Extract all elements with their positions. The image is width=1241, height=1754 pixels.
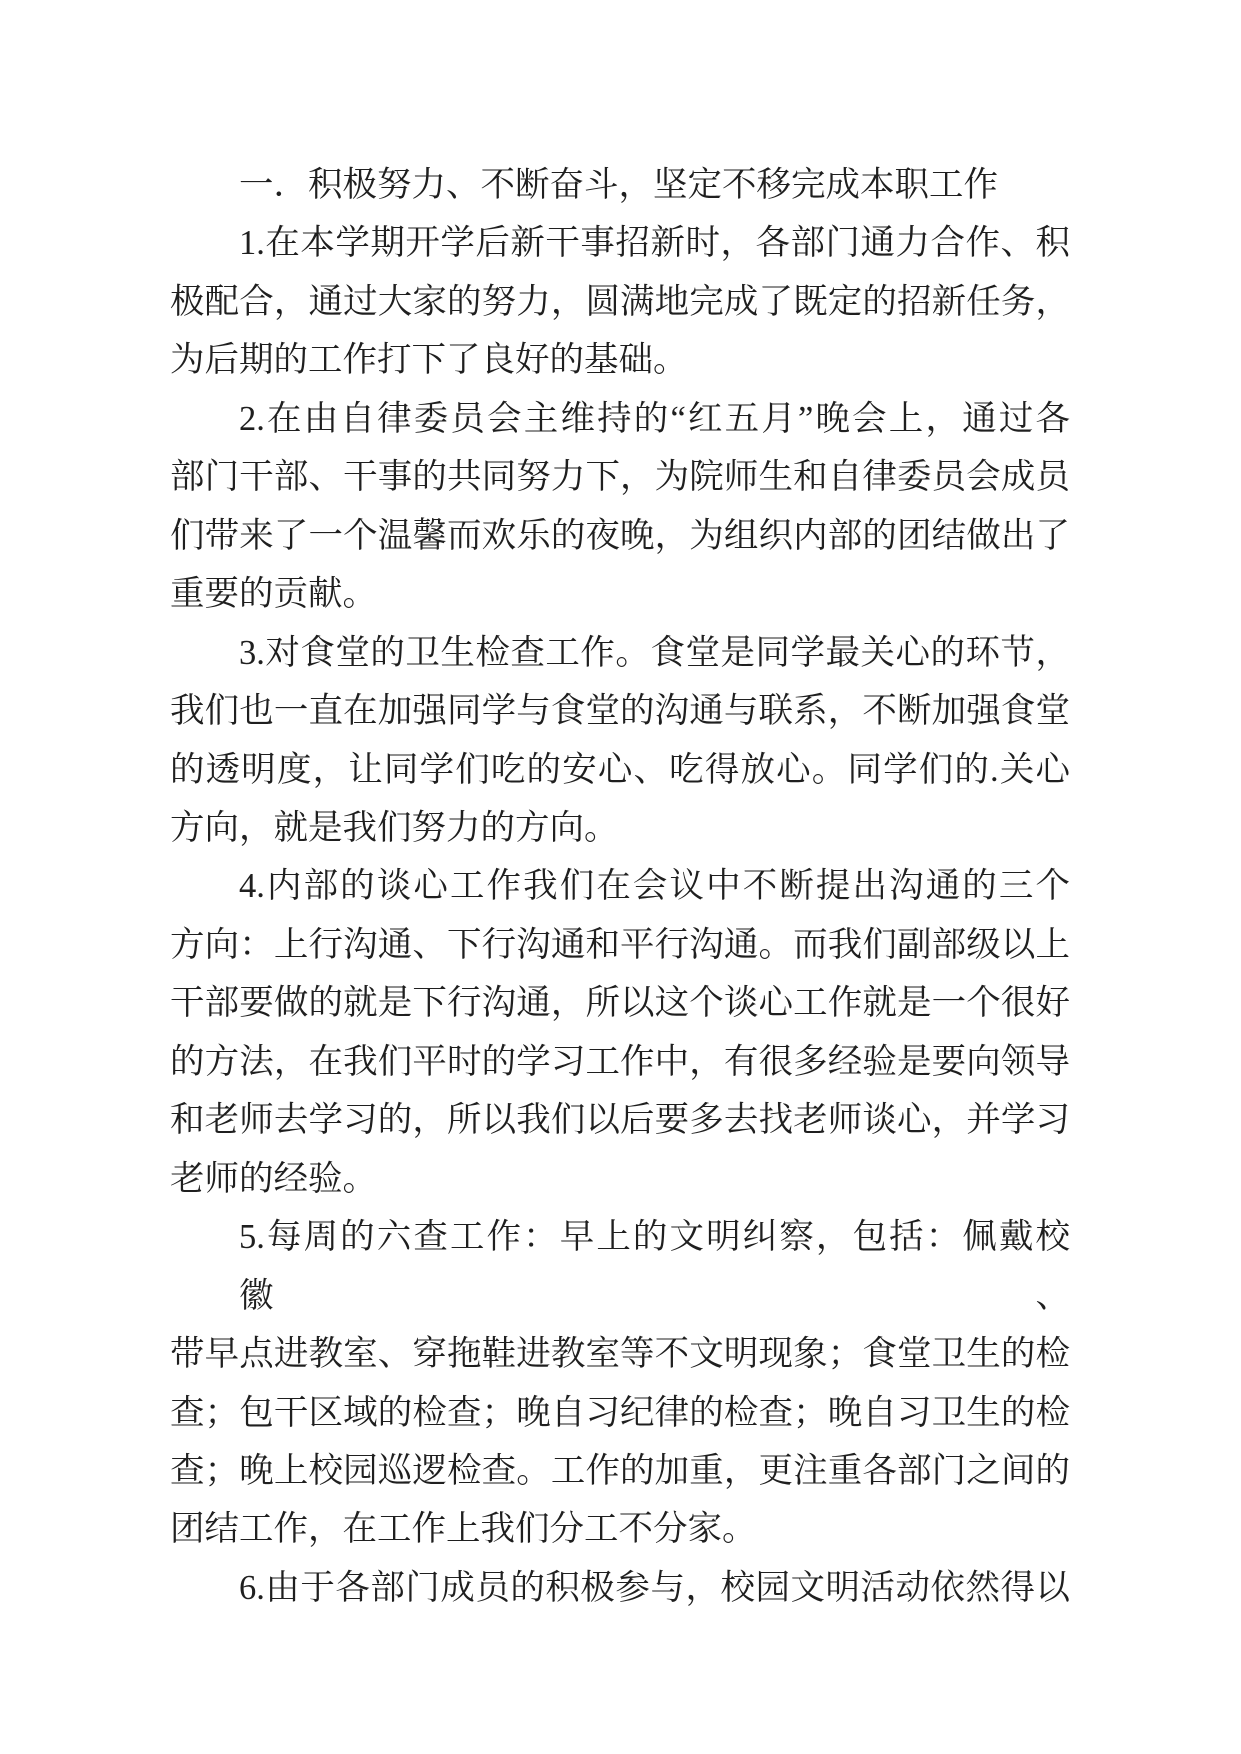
paragraph-3-line-4: 方向，就是我们努力的方向。 xyxy=(170,808,619,847)
paragraph-1-line-1: 1.在本学期开学后新干事招新时，各部门通力合作、积 xyxy=(239,224,1070,263)
paragraph-4-line-3: 干部要做的就是下行沟通，所以这个谈心工作就是一个很好 xyxy=(170,984,1070,1023)
paragraph-2-line-4: 重要的贡献。 xyxy=(170,575,377,614)
paragraph-5-line-4: 查；晚上校园巡逻检查。工作的加重，更注重各部门之间的 xyxy=(170,1451,1070,1490)
paragraph-5-line-2: 带早点进教室、穿拖鞋进教室等不文明现象；食堂卫生的检 xyxy=(170,1335,1070,1374)
paragraph-4-line-2: 方向：上行沟通、下行沟通和平行沟通。而我们副部级以上 xyxy=(170,925,1070,964)
paragraph-4-line-5: 和老师去学习的，所以我们以后要多去找老师谈心，并学习 xyxy=(170,1101,1070,1140)
paragraph-6-line-1: 6.由于各部门成员的积极参与，校园文明活动依然得以 xyxy=(239,1568,1070,1607)
paragraph-5-line-3: 查；包干区域的检查；晚自习纪律的检查；晚自习卫生的检 xyxy=(170,1393,1070,1432)
paragraph-2-line-3: 们带来了一个温馨而欢乐的夜晚，为组织内部的团结做出了 xyxy=(170,516,1070,555)
document-body xyxy=(170,156,1070,1617)
paragraph-1-line-2: 极配合，通过大家的努力，圆满地完成了既定的招新任务， xyxy=(170,282,1070,321)
section-heading: 一．积极努力、不断奋斗，坚定不移完成本职工作 xyxy=(239,166,998,204)
paragraph-1-line-3: 为后期的工作打下了良好的基础。 xyxy=(170,341,688,380)
paragraph-2-line-2: 部门干部、干事的共同努力下，为院师生和自律委员会成员 xyxy=(170,458,1070,497)
paragraph-2-line-1: 2.在由自律委员会主维持的“红五月”晚会上，通过各 xyxy=(239,399,1070,438)
paragraph-4-line-6: 老师的经验。 xyxy=(170,1159,377,1198)
paragraph-5-line-1: 5.每周的六查工作：早上的文明纠察，包括：佩戴校徽、 xyxy=(239,1218,1070,1315)
paragraph-3-line-1: 3.对食堂的卫生检查工作。食堂是同学最关心的环节， xyxy=(239,633,1070,672)
paragraph-5-line-5: 团结工作，在工作上我们分工不分家。 xyxy=(170,1510,757,1549)
paragraph-3-line-2: 我们也一直在加强同学与食堂的沟通与联系，不断加强食堂 xyxy=(170,692,1070,731)
paragraph-3-line-3: 的透明度，让同学们吃的安心、吃得放心。同学们的.关心 xyxy=(170,750,1070,789)
paragraph-4-line-4: 的方法，在我们平时的学习工作中，有很多经验是要向领导 xyxy=(170,1042,1070,1081)
paragraph-4-line-1: 4.内部的谈心工作我们在会议中不断提出沟通的三个 xyxy=(239,867,1070,906)
